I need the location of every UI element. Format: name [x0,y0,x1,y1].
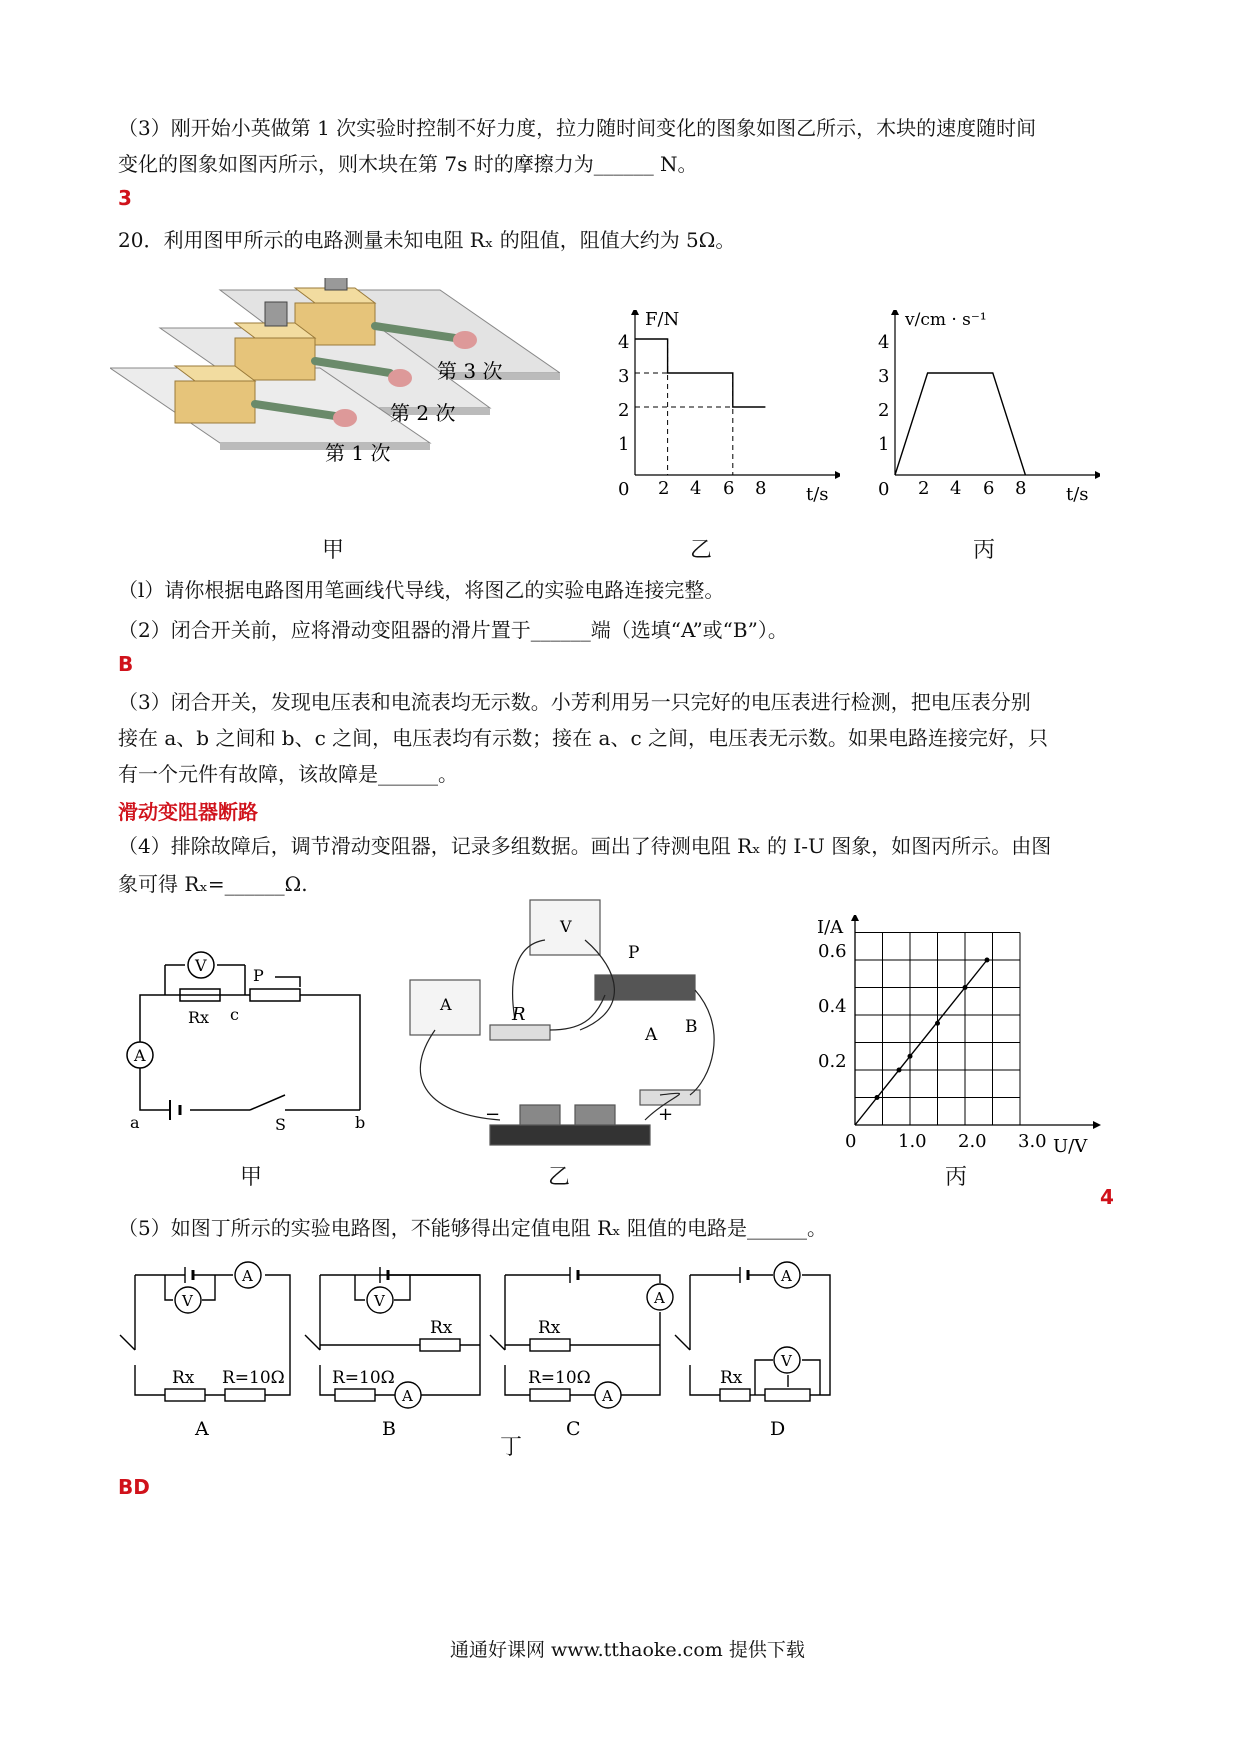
iu-point [985,958,990,963]
b-label: b [355,1113,366,1132]
speed-line [895,373,1025,475]
trial-3-label: 第 3 次 [437,359,503,383]
force-ytick: 4 [618,332,630,353]
ammeter-label-a: A [242,1267,253,1285]
q20-part4-line2: 象可得 Rₓ=______Ω. [118,872,308,896]
rx-label: Rx [188,1008,210,1027]
iu-chart [815,915,1105,1160]
iu-ytick: 0.6 [818,941,847,962]
circuit-diagram-jia [125,935,385,1135]
iu-ylabel: I/A [817,917,844,938]
q20-part4-line1: （4）排除故障后，调节滑动变阻器，记录多组数据。画出了待测电阻 Rₓ 的 I-U 图象，如图丙所示。由图 [118,834,1052,858]
speed-origin: 0 [878,479,890,500]
caption-yi-mid: 乙 [548,1165,571,1190]
b-terminal-label: B [685,1017,698,1037]
iu-grid [855,933,1020,1126]
speed-ytick: 2 [878,400,890,421]
iu-origin: 0 [845,1131,857,1152]
iu-point [963,985,968,990]
force-origin: 0 [618,479,630,500]
option-circuits-ding [110,1250,910,1440]
caption-yi-top: 乙 [690,538,713,563]
meter-v-label: V [560,917,572,936]
speed-plot [895,373,1025,475]
iu-point [897,1068,902,1073]
r-label: R [512,1004,526,1025]
rx-label-b: Rx [430,1318,453,1338]
ammeter-label-c2: A [602,1387,613,1405]
caption-bing-top: 丙 [973,538,996,563]
r10-label-a: R=10Ω [222,1368,285,1388]
minus-label: − [485,1104,501,1125]
force-xtick: 2 [658,478,670,499]
force-plot [635,339,765,475]
q20-answer5: BD [118,1475,150,1499]
speed-ytick: 3 [878,366,890,387]
q19-part3-line1: （3）刚开始小英做第 1 次实验时控制不好力度，拉力随时间变化的图象如图乙所示，木块的速度随时间 [118,116,1037,140]
r10-label-b: R=10Ω [332,1368,395,1388]
speed-ytick: 4 [878,332,890,353]
speed-xtick: 4 [950,478,962,499]
voltmeter-label-b: V [374,1292,385,1310]
force-xtick: 6 [723,478,735,499]
block-1 [175,366,255,423]
caption-jia-top: 甲 [322,538,345,563]
trial-2-label: 第 2 次 [390,401,456,425]
speed-time-chart [870,310,1100,510]
ammeter-label-c: A [654,1289,665,1307]
q20-part1: （l）请你根据电路图用笔画线代导线，将图乙的实验电路连接完整。 [118,578,725,602]
q20-stem: 20．利用图甲所示的电路测量未知电阻 Rₓ 的阻值，阻值大约为 5Ω。 [118,228,736,252]
friction-experiment-figure [110,278,560,528]
iu-xlabel: U/V [1053,1136,1088,1157]
footer-text: 通通好课网 www.tthaoke.com 提供下载 [450,1639,805,1661]
voltmeter-label-a: V [182,1292,193,1310]
p-label: P [253,966,264,985]
rx-label-c: Rx [538,1318,561,1338]
caption-bing-mid: 丙 [945,1165,968,1190]
speed-ylabel: v/cm · s⁻¹ [905,310,987,330]
force-time-chart [610,310,840,510]
speed-xtick: 6 [983,478,995,499]
iu-point [908,1054,913,1059]
meter-a-label: A [440,995,452,1014]
voltmeter-label-d: V [781,1352,792,1370]
c-label: c [230,1005,239,1024]
iu-point [935,1021,940,1026]
force-xlabel: t/s [806,484,829,505]
ammeter-label-d: A [781,1267,792,1285]
voltmeter-label: V [195,956,207,975]
option-d-label: D [770,1418,786,1440]
a-terminal-label: A [645,1025,658,1045]
q20-part5: （5）如图丁所示的实验电路图，不能够得出定值电阻 Rₓ 阻值的电路是______。 [118,1216,827,1240]
s-label: S [275,1115,286,1134]
option-c-label: C [566,1418,581,1440]
force-xtick: 4 [690,478,702,499]
caption-jia-mid: 甲 [240,1165,263,1190]
plus-label: + [658,1104,674,1125]
iu-point [875,1095,880,1100]
q20-part3-line3: 有一个元件有故障，该故障是______。 [118,762,458,786]
q19-part3-line2: 变化的图象如图丙所示，则木块在第 7s 时的摩擦力为______ N。 [118,152,698,176]
speed-xtick: 2 [918,478,930,499]
q20-answer3: 滑动变阻器断路 [118,800,258,824]
iu-xtick: 3.0 [1018,1131,1047,1152]
ammeter-label: A [134,1046,146,1065]
ammeter-label-b: A [402,1387,413,1405]
q20-part3-line2: 接在 a、b 之间和 b、c 之间，电压表均有示数；接在 a、c 之间，电压表无示数。如果电路连接完好，只 [118,726,1048,750]
r10-label-c: R=10Ω [528,1368,591,1388]
q20-answer4: 4 [1100,1185,1114,1209]
q19-answer: 3 [118,186,132,210]
force-ytick: 1 [618,434,630,455]
q20-answer2: B [118,652,134,676]
iu-xtick: 1.0 [898,1131,927,1152]
option-a-label: A [195,1418,209,1440]
apparatus-figure-yi [380,880,780,1150]
force-xtick: 8 [755,478,767,499]
iu-ytick: 0.2 [818,1051,847,1072]
caption-ding: 丁 [500,1435,523,1460]
speed-xlabel: t/s [1066,484,1089,505]
iu-xtick: 2.0 [958,1131,987,1152]
iu-plot [855,958,990,1126]
force-ytick: 2 [618,400,630,421]
q20-part2: （2）闭合开关前，应将滑动变阻器的滑片置于______端（选填“A”或“B”）。 [118,618,788,642]
q20-part3-line1: （3）闭合开关，发现电压表和电流表均无示数。小芳利用另一只完好的电压表进行检测，把电压表分别 [118,690,1031,714]
option-b-label: B [382,1418,396,1440]
rx-label-d: Rx [720,1368,743,1388]
a-label: a [130,1113,140,1132]
force-ytick: 3 [618,366,630,387]
force-ylabel: F/N [645,310,680,330]
rx-label-a: Rx [172,1368,195,1388]
p-label-apparatus: P [628,943,640,963]
iu-ytick: 0.4 [818,996,847,1017]
speed-xtick: 8 [1015,478,1027,499]
speed-ytick: 1 [878,434,890,455]
trial-1-label: 第 1 次 [325,441,391,465]
